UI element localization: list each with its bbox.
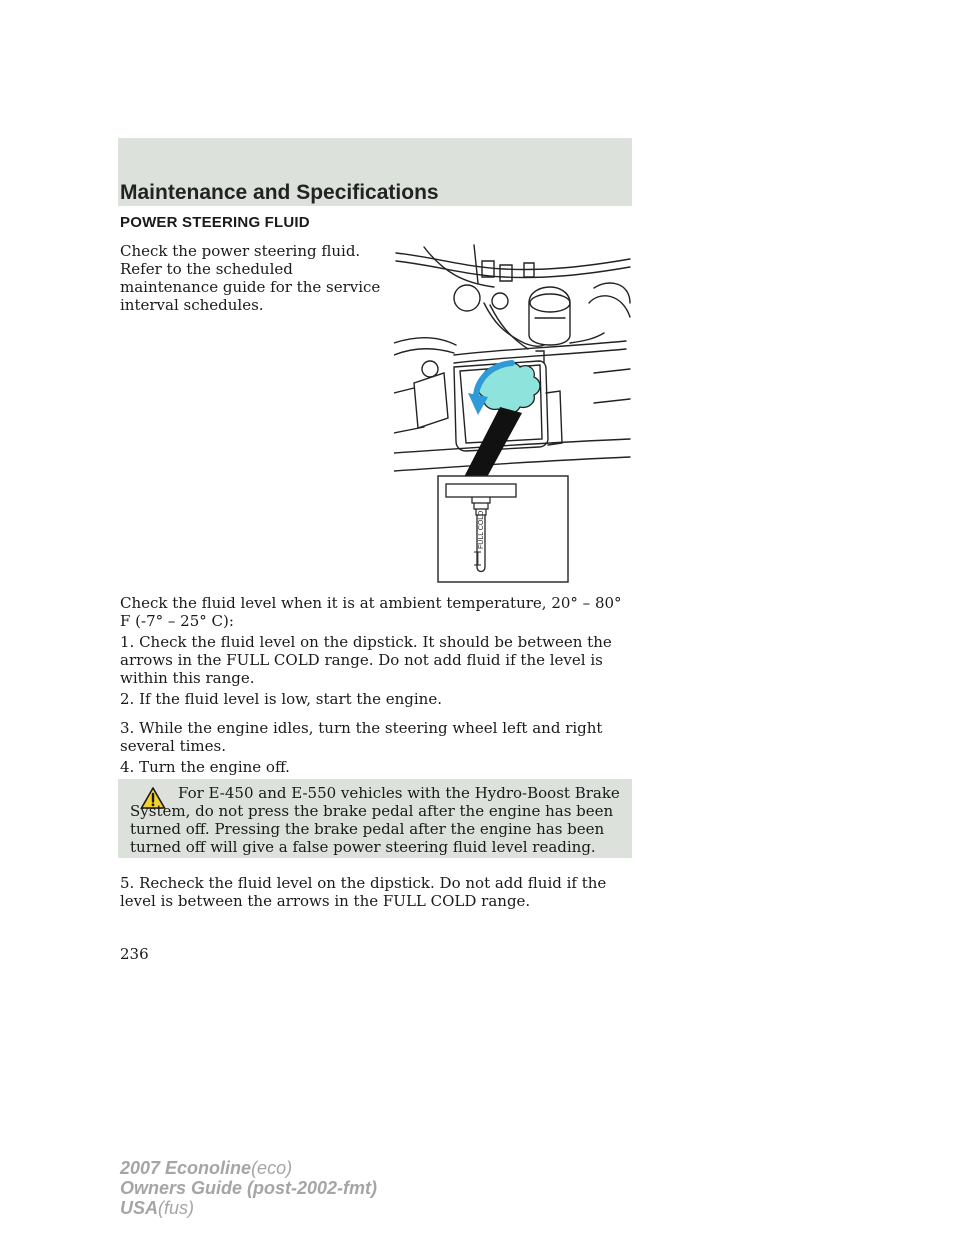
footer-block bbox=[120, 1158, 377, 1218]
step-4: 4. Turn the engine off. bbox=[120, 758, 290, 776]
dipstick-label: FULL COLD bbox=[478, 510, 485, 549]
page-header-title: Maintenance and Specifications bbox=[120, 181, 439, 204]
step-5: 5. Recheck the fluid level on the dipstick. Do not add fluid if the level is between the arrows in the FULL COLD range. bbox=[120, 874, 607, 910]
warning-text: For E-450 and E-550 vehicles with the Hydro-Boost Brake System, do not press the brake pedal after the engine has been turned off. Pressing the brake pedal after the engine has been turned off will give a false power steering fluid level reading. bbox=[130, 784, 620, 856]
step-3: 3. While the engine idles, turn the steering wheel left and right several times. bbox=[120, 719, 603, 755]
footer-line-3: USA(fus) bbox=[120, 1198, 195, 1218]
step-1: 1. Check the fluid level on the dipstick. It should be between the arrows in the FULL COLD range. Do not add fluid if the level is within this range. bbox=[120, 633, 612, 687]
temperature-note: Check the fluid level when it is at ambient temperature, 20° – 80° F (-7° – 25° C): bbox=[120, 594, 622, 630]
step-2: 2. If the fluid level is low, start the engine. bbox=[120, 690, 442, 708]
intro-paragraph: Check the power steering fluid. Refer to the scheduled maintenance guide for the service interval schedules. bbox=[120, 242, 381, 314]
footer-line-1: 2007 Econoline(eco) bbox=[120, 1158, 293, 1178]
power-steering-reservoir-illustration bbox=[394, 243, 632, 583]
section-heading: POWER STEERING FLUID bbox=[120, 214, 310, 231]
page-number: 236 bbox=[120, 945, 149, 963]
footer-line-2: Owners Guide (post-2002-fmt) bbox=[120, 1178, 378, 1198]
